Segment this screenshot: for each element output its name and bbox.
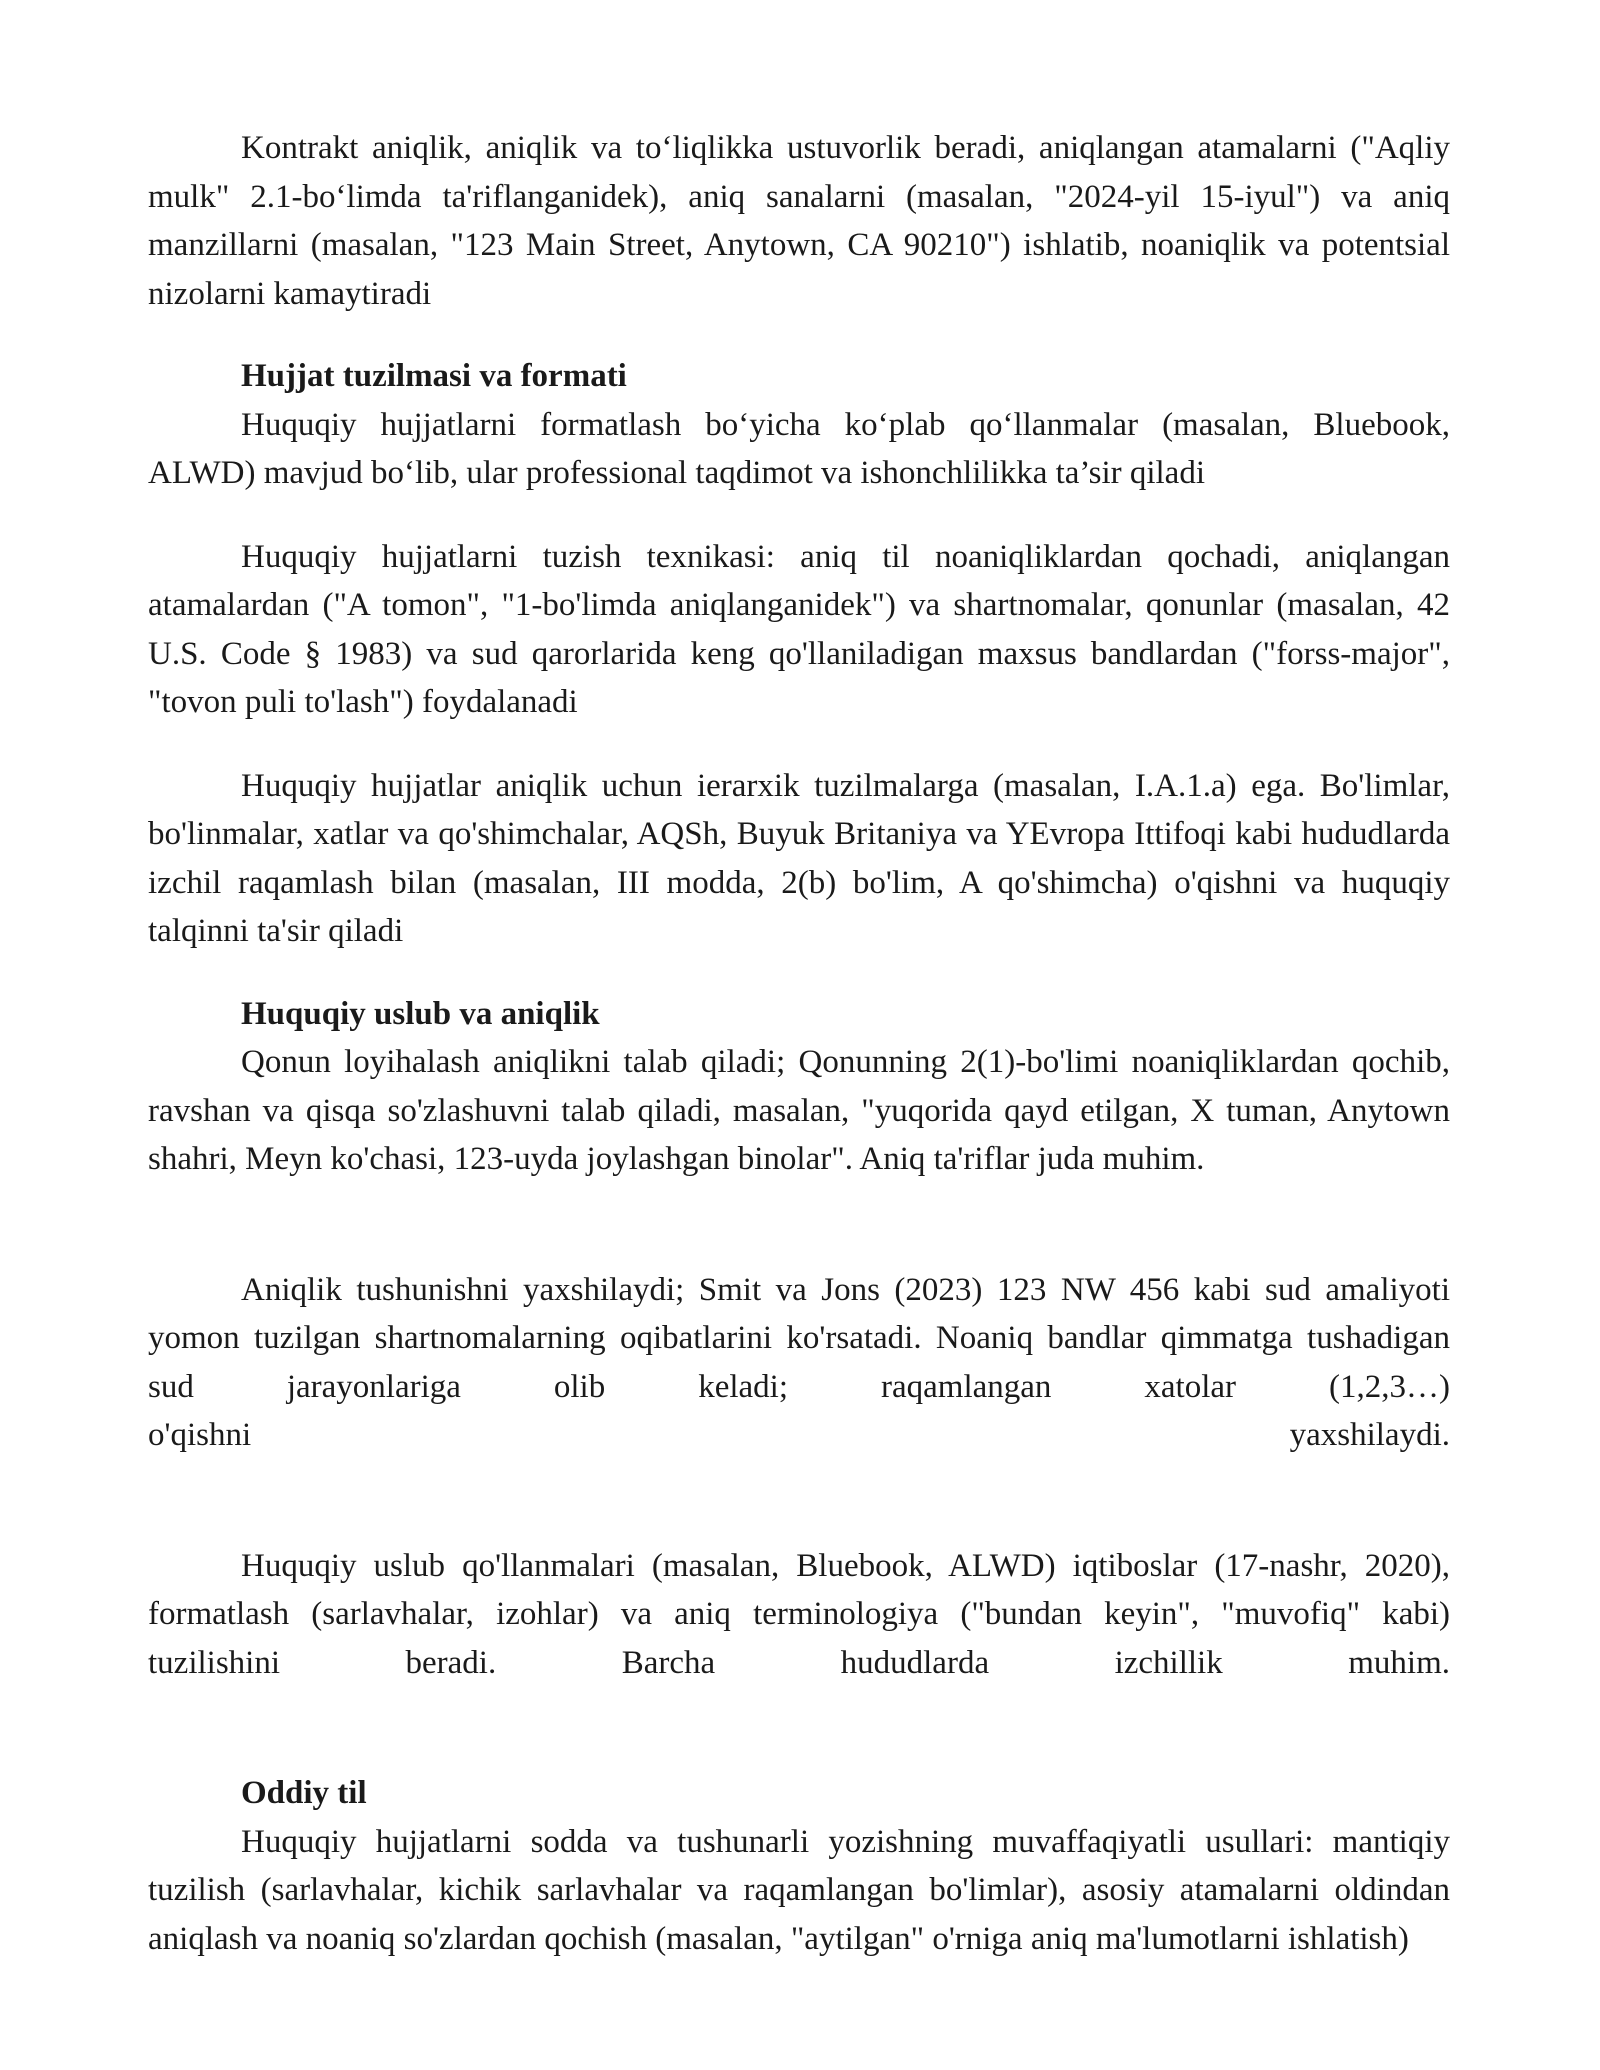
heading-document-structure: Hujjat tuzilmasi va formati: [241, 358, 627, 394]
document-page: [148, 124, 1450, 1963]
heading-legal-style: Huquqiy uslub va aniqlik: [241, 995, 600, 1032]
paragraph-drafting-technique: Huquqiy hujjatlarni tuzish texnikasi: aniq til noaniqliklardan qochadi, aniqlangan atamalardan ("A tomon", "1-bo'limda aniqlanganidek") va shartnomalar, qonunlar (masalan, 42 U.S. Code § 1983) va sud qarorlarida keng qo'llaniladigan maxsus bandlardan ("forss-major", "tovon puli to'lash") foydalanadi: [148, 538, 1450, 720]
heading-plain-language: Oddiy til: [241, 1775, 367, 1811]
last-line-word-start: o'qishni: [148, 1417, 252, 1453]
paragraph-plain-writing-methods: Huquqiy hujjatlarni sodda va tushunarli yozishning muvaffaqiyatli usullari: mantiqiy tuzilish (sarlavhalar, kichik sarlavhalar va raqamlangan bo'limlar), asosiy atamalarni oldindan aniqlash va noaniq so'zlardan qochish (masalan, "aytilgan" o'rniga aniq ma'lumotlarni ishlatish): [148, 1823, 1450, 1957]
paragraph-legislative-drafting: Qonun loyihalash aniqlikni talab qiladi; Qonunning 2(1)-bo'limi noaniqliklardan qochib, ravshan va qisqa so'zlashuvni talab qiladi, masalan, "yuqorida qayd etilgan, X tuman, Anytown shahri, Meyn ko'chasi, 123-uyda joylashgan binolar". Aniq ta'riflar juda muhim.: [148, 1044, 1450, 1177]
paragraph-style-manuals: Huquqiy uslub qo'llanmalari (masalan, Bluebook, ALWD) iqtiboslar (17-nashr, 2020), formatlash (sarlavhalar, izohlar) va aniq terminologiya ("bundan keyin", "muvofiq" kabi) tuzilishini beradi. Barcha hududlarda izchillik muhim.: [148, 1547, 1450, 1681]
paragraph-hierarchical-structure: Huquqiy hujjatlar aniqlik uchun ierarxik tuzilmalarga (masalan, I.A.1.a) ega. Bo'limlar, bo'linmalar, xatlar va qo'shimchalar, AQSh, Buyuk Britaniya va YEvropa Ittifoqi kabi hududlarda izchil raqamlash bilan (masalan, III modda, 2(b) bo'lim, A qo'shimcha) o'qishni va huquqiy talqinni ta'sir qiladi: [148, 767, 1450, 949]
paragraph-contract-precision: Kontrakt aniqlik, aniqlik va to‘liqlikka ustuvorlik beradi, aniqlangan atamalarni ("Aqliy mulk" 2.1-bo‘limda ta'riflanganidek), aniq sanalarni (masalan, "2024-yil 15-iyul") va aniq manzillarni (masalan, "123 Main Street, Anytown, CA 90210") ishlatib, noaniqlik va potentsial nizolarni kamaytiradi: [148, 130, 1450, 312]
paragraph-clarity-understanding: Aniqlik tushunishni yaxshilaydi; Smit va Jons (2023) 123 NW 456 kabi sud amaliyoti yomon tuzilgan shartnomalarning oqibatlarini ko'rsatadi. Noaniq bandlar qimmatga tushadigan sud jarayonlariga olib keladi; raqamlangan xatolar (1,2,3…): [148, 1271, 1450, 1405]
paragraph-clarity-last-line: [148, 1411, 1450, 1460]
last-line-word-end: yaxshilaydi.: [1289, 1417, 1450, 1453]
paragraph-formatting-guides: Huquqiy hujjatlarni formatlash bo‘yicha ko‘plab qo‘llanmalar (masalan, Bluebook, ALWD) mavjud bo‘lib, ular professional taqdimot va ishonchlilikka ta’sir qiladi: [148, 406, 1450, 491]
